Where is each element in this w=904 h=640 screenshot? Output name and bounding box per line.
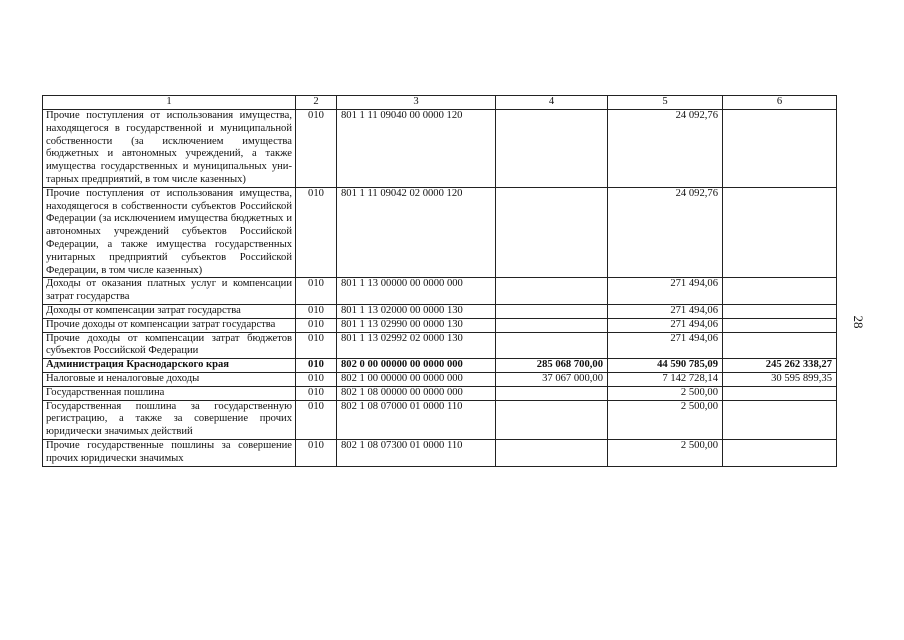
table-row — [43, 304, 837, 318]
row-col6-cell — [723, 187, 837, 278]
row-code-cell: 010 — [296, 318, 337, 332]
row-col5-cell: 271 494,06 — [608, 278, 723, 305]
row-name-cell: Доходы от оказания платных услуг и компенсации затрат государства — [43, 278, 296, 305]
table-row — [43, 110, 837, 188]
row-code-cell: 010 — [296, 372, 337, 386]
table-row — [43, 400, 837, 439]
row-code-cell: 010 — [296, 359, 337, 373]
row-col6-cell — [723, 332, 837, 359]
table-row — [43, 372, 837, 386]
table-row — [43, 359, 837, 373]
row-col5-cell: 2 500,00 — [608, 386, 723, 400]
row-col6-cell — [723, 400, 837, 439]
page-number: 28 — [851, 315, 866, 329]
row-name-cell: Прочие поступления от использования имущества, находящегося в государственной и муниципальной собственности (за исключением имущества бюджетных и автономных учреждений, а также имущества государственных и муниципальных унитарных предприятий, в том числе казенных) — [43, 110, 296, 188]
row-col4-cell — [496, 386, 608, 400]
row-col5-cell: 2 500,00 — [608, 439, 723, 466]
header-col-3: 3 — [337, 96, 496, 110]
row-col6-cell: 245 262 338,27 — [723, 359, 837, 373]
row-col5-cell: 271 494,06 — [608, 332, 723, 359]
row-name-cell: Прочие доходы от компенсации затрат государства — [43, 318, 296, 332]
header-col-2: 2 — [296, 96, 337, 110]
row-kbk-cell: 802 1 08 07300 01 0000 110 — [337, 439, 496, 466]
row-col5-cell: 7 142 728,14 — [608, 372, 723, 386]
table-row — [43, 332, 837, 359]
row-code-cell: 010 — [296, 304, 337, 318]
row-kbk-cell: 801 1 13 02992 02 0000 130 — [337, 332, 496, 359]
table-row — [43, 278, 837, 305]
row-name-cell: Прочие государственные пошлины за совершение прочих юридически значимых — [43, 439, 296, 466]
row-kbk-cell: 802 0 00 00000 00 0000 000 — [337, 359, 496, 373]
header-col-4: 4 — [496, 96, 608, 110]
row-code-cell: 010 — [296, 110, 337, 188]
header-row — [43, 96, 837, 110]
table-row — [43, 318, 837, 332]
row-name-cell: Прочие поступления от использования имущества, находящегося в собственности субъектов Российской Федерации (за исключением имущества бюджетных и автономных учреждений субъектов Российской Федерации, а также имущества государственных унитарных предприятий субъектов Российской Федерации, в том числе казенных) — [43, 187, 296, 278]
row-col4-cell: 285 068 700,00 — [496, 359, 608, 373]
table-row — [43, 386, 837, 400]
row-kbk-cell: 801 1 13 02990 00 0000 130 — [337, 318, 496, 332]
header-col-6: 6 — [723, 96, 837, 110]
row-col5-cell: 271 494,06 — [608, 304, 723, 318]
row-name-cell: Прочие доходы от компенсации затрат бюджетов субъектов Российской Федерации — [43, 332, 296, 359]
row-col4-cell — [496, 187, 608, 278]
row-col6-cell — [723, 439, 837, 466]
row-col6-cell — [723, 304, 837, 318]
row-col5-cell: 2 500,00 — [608, 400, 723, 439]
row-col6-cell — [723, 386, 837, 400]
row-name-cell: Государственная пошлина — [43, 386, 296, 400]
row-code-cell: 010 — [296, 278, 337, 305]
row-col4-cell: 37 067 000,00 — [496, 372, 608, 386]
row-col4-cell — [496, 110, 608, 188]
row-col5-cell: 24 092,76 — [608, 110, 723, 188]
row-col4-cell — [496, 400, 608, 439]
table-row — [43, 439, 837, 466]
header-col-5: 5 — [608, 96, 723, 110]
row-col6-cell — [723, 110, 837, 188]
header-col-1: 1 — [43, 96, 296, 110]
row-code-cell: 010 — [296, 386, 337, 400]
row-kbk-cell: 802 1 08 00000 00 0000 000 — [337, 386, 496, 400]
row-name-cell: Администрация Краснодарского края — [43, 359, 296, 373]
row-col4-cell — [496, 304, 608, 318]
row-name-cell: Налоговые и неналоговые доходы — [43, 372, 296, 386]
row-col4-cell — [496, 318, 608, 332]
row-kbk-cell: 801 1 11 09040 00 0000 120 — [337, 110, 496, 188]
row-kbk-cell: 802 1 08 07000 01 0000 110 — [337, 400, 496, 439]
row-col5-cell: 24 092,76 — [608, 187, 723, 278]
row-code-cell: 010 — [296, 439, 337, 466]
row-col4-cell — [496, 439, 608, 466]
row-col4-cell — [496, 278, 608, 305]
row-kbk-cell: 801 1 13 00000 00 0000 000 — [337, 278, 496, 305]
row-kbk-cell: 802 1 00 00000 00 0000 000 — [337, 372, 496, 386]
row-kbk-cell: 801 1 11 09042 02 0000 120 — [337, 187, 496, 278]
row-col6-cell: 30 595 899,35 — [723, 372, 837, 386]
row-code-cell: 010 — [296, 332, 337, 359]
row-col5-cell: 271 494,06 — [608, 318, 723, 332]
row-col6-cell — [723, 318, 837, 332]
row-kbk-cell: 801 1 13 02000 00 0000 130 — [337, 304, 496, 318]
row-col6-cell — [723, 278, 837, 305]
table-row — [43, 187, 837, 278]
row-name-cell: Государственная пошлина за государственную регистрацию, а также за совершение прочих юридически значимых действий — [43, 400, 296, 439]
row-code-cell: 010 — [296, 187, 337, 278]
row-col5-cell: 44 590 785,09 — [608, 359, 723, 373]
row-col4-cell — [496, 332, 608, 359]
revenue-table — [42, 95, 837, 467]
row-code-cell: 010 — [296, 400, 337, 439]
row-name-cell: Доходы от компенсации затрат государства — [43, 304, 296, 318]
